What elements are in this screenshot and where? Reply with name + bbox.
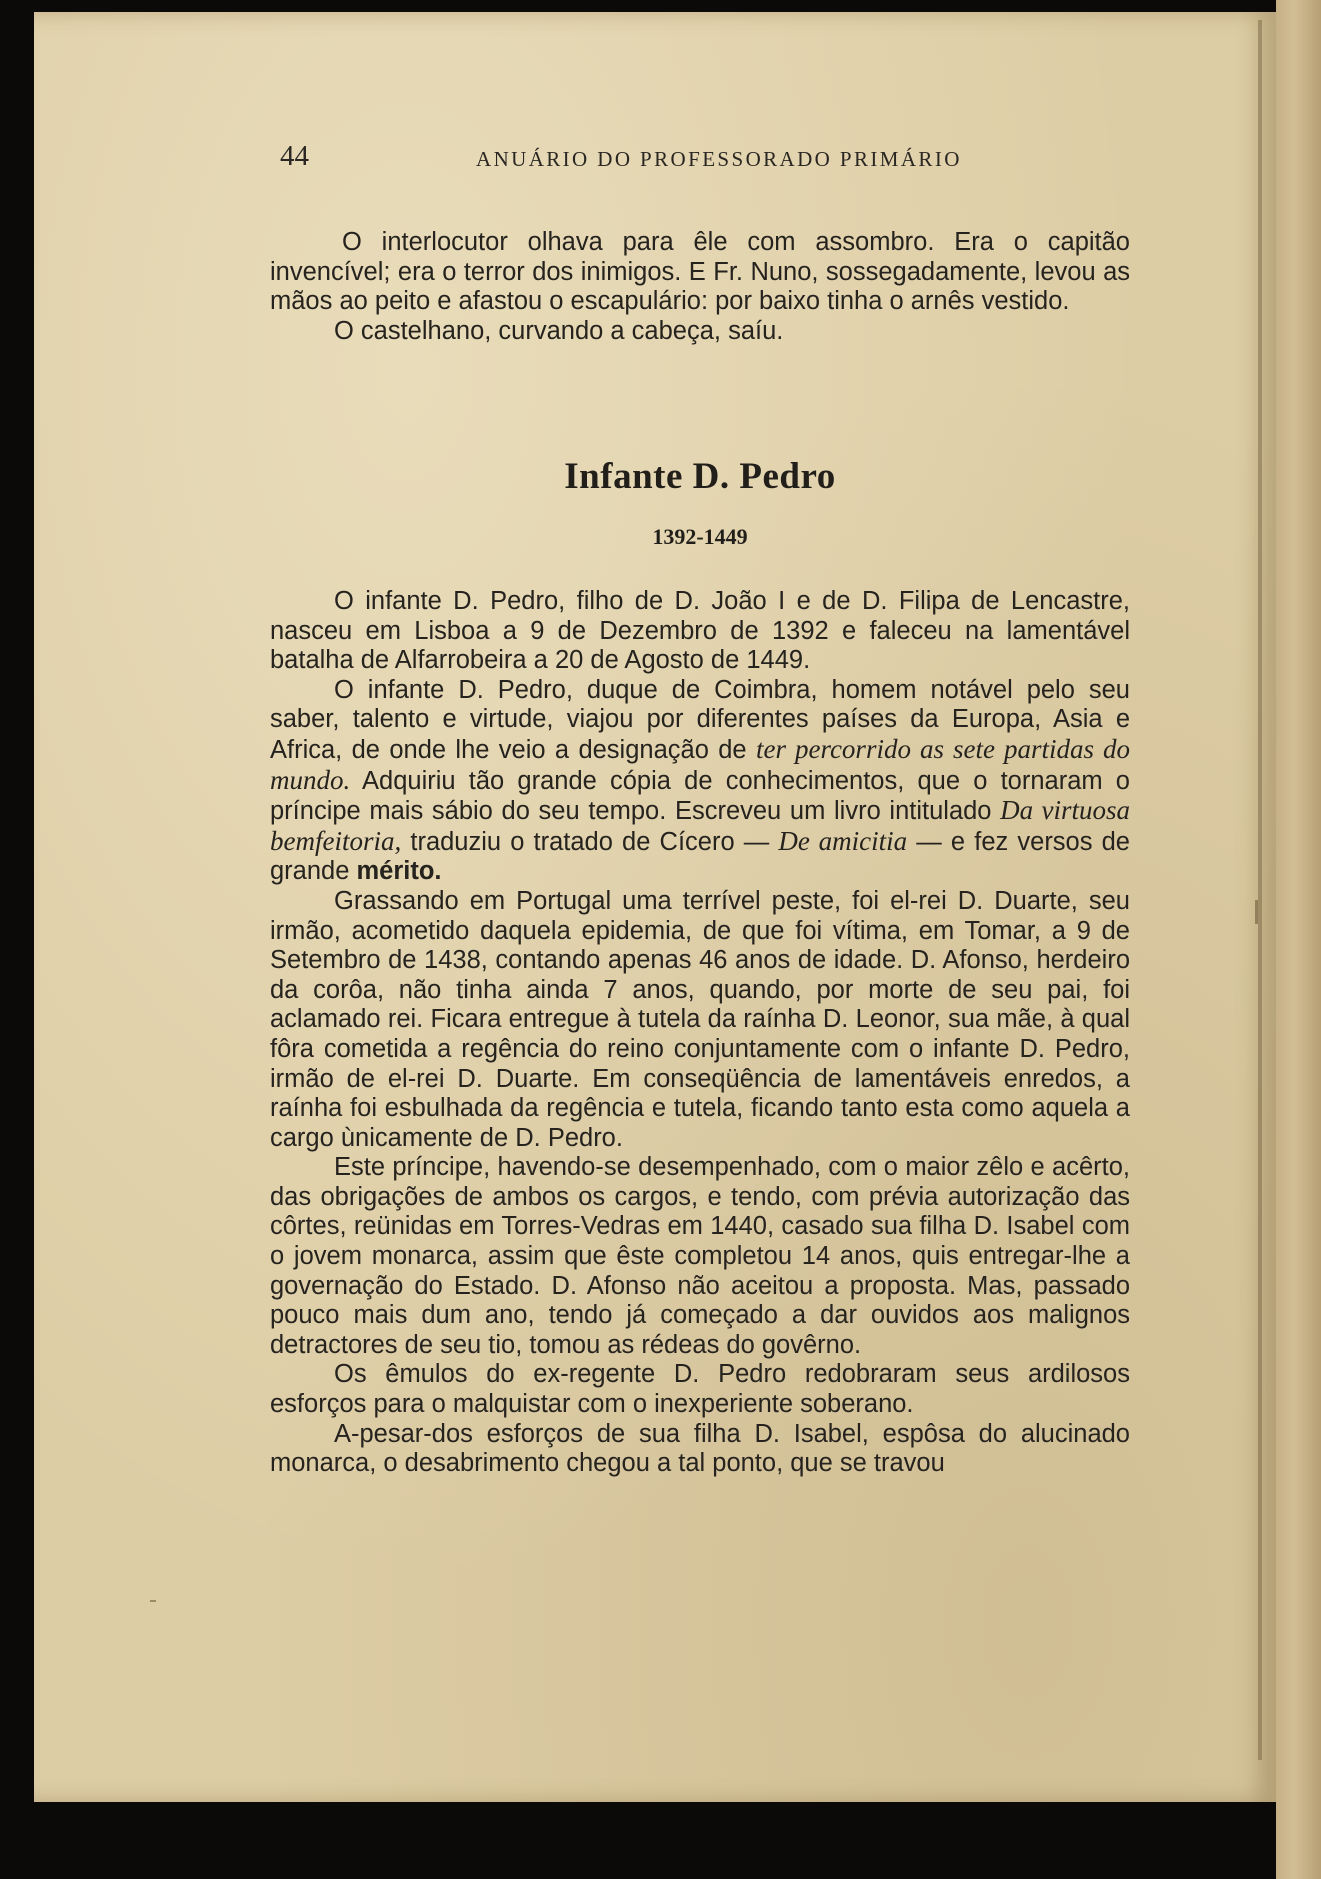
paragraph: Grassando em Portugal uma terrível peste, foi el-rei D. Duarte, seu irmão, acometido daquela epidemia, de que foi vítima, em Tomar, a 9 de Setembro de 1438, contando apenas 46 anos de idade. D. Afonso, herdeiro da corôa, não tinha ainda 7 anos, quando, por morte de seu pai, foi aclamado rei. Ficara entregue à tutela da raínha D. Leonor, sua mãe, à qual fôra cometida a regência do reino conjuntamente com o infante D. Pedro, irmão de el-rei D. Duarte. Em conseqüência de lamentáveis enredos, a raínha foi esbulhada da regência e tutela, ficando tanto esta como aquela a cargo ùnicamente de D. Pedro. [270, 886, 1130, 1152]
paragraph [270, 676, 1130, 887]
page-blemish [1255, 900, 1258, 924]
body-text [270, 587, 1130, 1479]
paragraph: O castelhano, curvando a cabeça, saíu. [334, 316, 784, 345]
section-title: Infante D. Pedro [564, 456, 836, 497]
intro-text [270, 228, 1130, 346]
running-header [280, 140, 1160, 180]
page-blemish [150, 1600, 156, 1602]
book-title: Da virtuosa bemfeitoria, [270, 795, 1131, 856]
section-heading [270, 455, 1130, 550]
text-run: — e fez versos de grande [270, 827, 1130, 886]
running-head-title: ANUÁRIO DO PROFESSORADO PRIMÁRIO [476, 147, 962, 171]
section-dates: 1392-1449 [652, 524, 748, 549]
paragraph: O infante D. Pedro, filho de D. João I e de D. Filipa de Lencastre, nasceu em Lisboa a 9 de Dezembro de 1392 e faleceu na lamentável batalha de Alfarrobeira a 20 de Agosto de 1449. [270, 587, 1130, 675]
text-run: O infante D. Pedro, duque de Coimbra, homem notável pelo seu saber, talento e virtude, viajou por diferentes países da Europa, Asia e Africa, de onde lhe veio a designação de [270, 675, 1130, 764]
paragraph: A-pesar-dos esforços de sua filha D. Isabel, espôsa do alucinado monarca, o desabrimento chegou a tal ponto, que se travou [270, 1419, 1130, 1478]
page-number: 44 [280, 140, 309, 172]
paragraph: O interlocutor olhava para êle com assombro. Era o capitão invencível; era o terror dos inimigos. E Fr. Nuno, sossegadamente, levou as mãos ao peito e afastou o escapulário: por baixo tinha o arnês vestido. [270, 228, 1130, 316]
text-run: Adquiriu tão grande cópia de conhecimentos, que o tornaram o príncipe mais sábio do seu tempo. Escreveu um livro intitulado [270, 766, 1130, 826]
paragraph: Este príncipe, havendo-se desempenhado, com o maior zêlo e acêrto, das obrigações de ambos os cargos, e tendo, com prévia autorização das côrtes, reünidas em Torres-Vedras em 1440, casado sua filha D. Isabel com o jovem monarca, assim que êste completou 14 anos, quis entregar-lhe a governação do Estado. D. Afonso não aceitou a proposta. Mas, passado pouco mais dum ano, tendo já começado a dar ouvidos aos malignos detractores de seu tio, tomou as rédeas do govêrno. [270, 1153, 1130, 1359]
page-fold-shadow [1258, 20, 1262, 1760]
text-run: traduziu o tratado de Cícero — [401, 827, 779, 856]
italic-phrase: ter percorrido as sete partidas do mundo. [270, 733, 1131, 795]
paragraph: Os êmulos do ex-regente D. Pedro redobraram seus ardilosos esforços para o malquistar com o inexperiente soberano. [270, 1360, 1130, 1419]
next-page-edge [1276, 0, 1321, 1879]
scan-border-bottom [34, 1802, 1276, 1879]
bold-word: mérito. [356, 857, 442, 886]
book-title: De amicitia [778, 825, 908, 856]
